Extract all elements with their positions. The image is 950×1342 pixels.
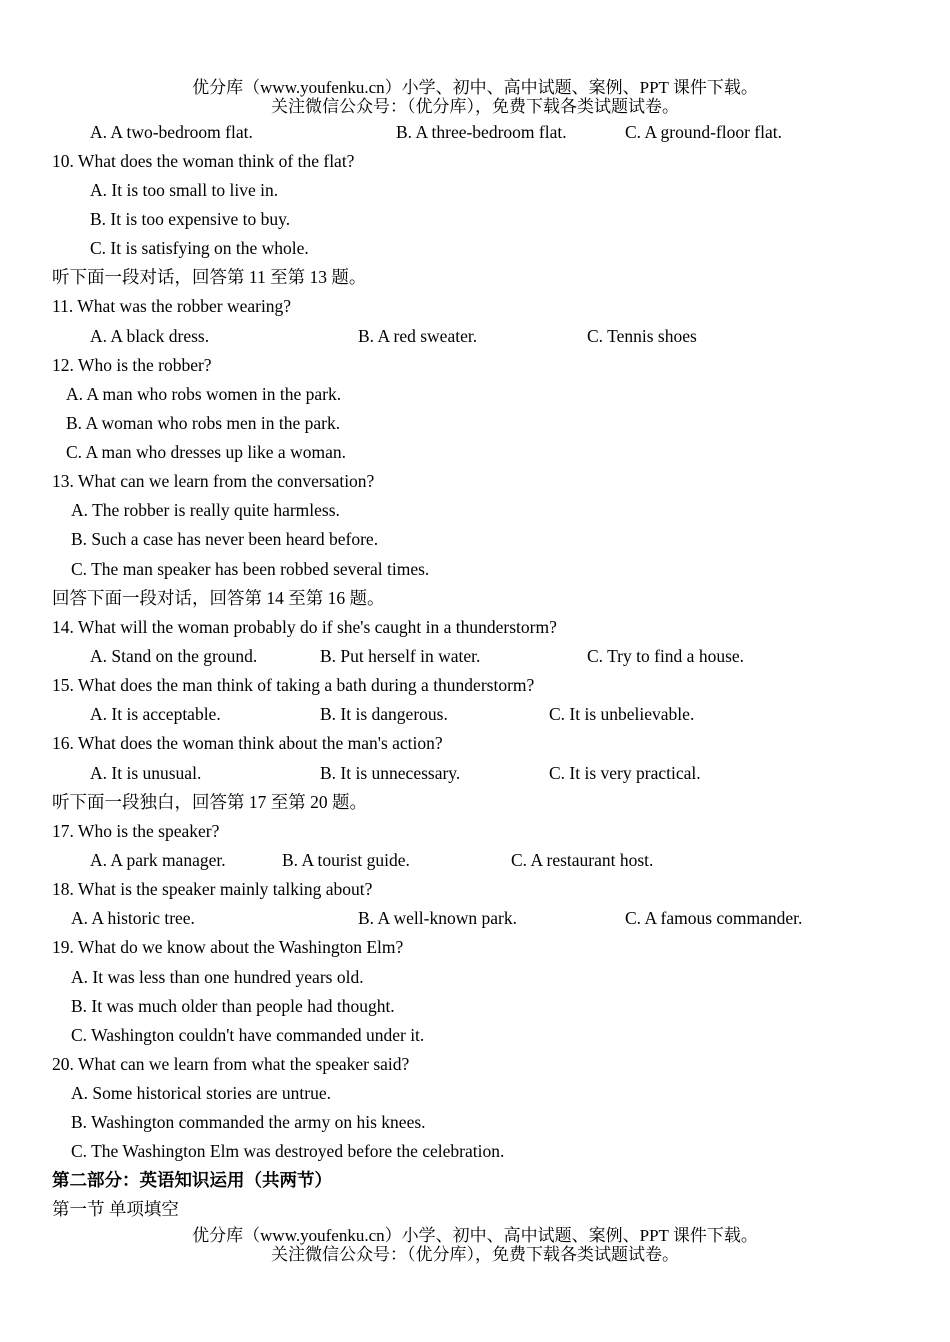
q20-option-c: C. The Washington Elm was destroyed before the celebration. — [71, 1141, 505, 1161]
q16-stem: 16. What does the woman think about the man's action? — [52, 733, 443, 753]
q13-stem: 13. What can we learn from the conversation? — [52, 471, 375, 491]
q10-stem: 10. What does the woman think of the flat? — [52, 151, 355, 171]
header-line-2: 关注微信公众号：（优分库），免费下载各类试题试卷。 — [271, 97, 679, 116]
q11-option-a: A. A black dress. — [90, 326, 210, 346]
q15-stem: 15. What does the man think of taking a bath during a thunderstorm? — [52, 675, 535, 695]
q10-option-c: C. It is satisfying on the whole. — [90, 238, 309, 258]
q20-stem: 20. What can we learn from what the speaker said? — [52, 1054, 410, 1074]
footer-line-2: 关注微信公众号：（优分库），免费下载各类试题试卷。 — [271, 1245, 679, 1264]
instruction-14-16: 回答下面一段对话，回答第 14 至第 16 题。 — [52, 588, 385, 608]
footer-line-1: 优分库（www.youfenku.cn）小学、初中、高中试题、案例、PPT 课件下载。 — [192, 1226, 758, 1245]
q17-option-a: A. A park manager. — [90, 850, 226, 870]
part2-section1: 第一节 单项填空 — [52, 1199, 179, 1219]
q13-option-b: B. Such a case has never been heard before. — [71, 529, 379, 549]
instruction-11-13: 听下面一段对话，回答第 11 至第 13 题。 — [52, 267, 367, 287]
q18-option-b: B. A well-known park. — [358, 908, 517, 928]
q17-stem: 17. Who is the speaker? — [52, 821, 220, 841]
q12-option-c: C. A man who dresses up like a woman. — [66, 442, 346, 462]
instruction-17-20: 听下面一段独白，回答第 17 至第 20 题。 — [52, 792, 367, 812]
q13-option-c: C. The man speaker has been robbed several times. — [71, 559, 430, 579]
q10-option-b: B. It is too expensive to buy. — [90, 209, 291, 229]
q15-option-c: C. It is unbelievable. — [549, 704, 695, 724]
q19-option-a: A. It was less than one hundred years old. — [71, 967, 364, 987]
q18-option-a: A. A historic tree. — [71, 908, 195, 928]
q14-option-b: B. Put herself in water. — [320, 646, 481, 666]
q12-option-a: A. A man who robs women in the park. — [66, 384, 342, 404]
q18-option-c: C. A famous commander. — [625, 908, 803, 928]
q15-option-b: B. It is dangerous. — [320, 704, 448, 724]
q16-option-b: B. It is unnecessary. — [320, 763, 461, 783]
q9-option-b: B. A three-bedroom flat. — [396, 122, 567, 142]
header-line-1: 优分库（www.youfenku.cn）小学、初中、高中试题、案例、PPT 课件下载。 — [192, 78, 758, 97]
q13-option-a: A. The robber is really quite harmless. — [71, 500, 340, 520]
q10-option-a: A. It is too small to live in. — [90, 180, 279, 200]
q17-option-c: C. A restaurant host. — [511, 850, 654, 870]
q9-option-a: A. A two-bedroom flat. — [90, 122, 253, 142]
part2-title: 第二部分：英语知识运用（共两节） — [52, 1170, 332, 1190]
q11-option-c: C. Tennis shoes — [587, 326, 697, 346]
q9-option-c: C. A ground-floor flat. — [625, 122, 782, 142]
q19-stem: 19. What do we know about the Washington Elm? — [52, 937, 404, 957]
q12-stem: 12. Who is the robber? — [52, 355, 212, 375]
q11-option-b: B. A red sweater. — [358, 326, 478, 346]
q16-option-c: C. It is very practical. — [549, 763, 701, 783]
q19-option-c: C. Washington couldn't have commanded under it. — [71, 1025, 425, 1045]
q19-option-b: B. It was much older than people had thought. — [71, 996, 395, 1016]
q14-option-a: A. Stand on the ground. — [90, 646, 258, 666]
q17-option-b: B. A tourist guide. — [282, 850, 410, 870]
q16-option-a: A. It is unusual. — [90, 763, 202, 783]
q20-option-b: B. Washington commanded the army on his knees. — [71, 1112, 426, 1132]
q14-option-c: C. Try to find a house. — [587, 646, 745, 666]
q12-option-b: B. A woman who robs men in the park. — [66, 413, 341, 433]
q18-stem: 18. What is the speaker mainly talking about? — [52, 879, 373, 899]
q20-option-a: A. Some historical stories are untrue. — [71, 1083, 332, 1103]
q14-stem: 14. What will the woman probably do if she's caught in a thunderstorm? — [52, 617, 557, 637]
q11-stem: 11. What was the robber wearing? — [52, 296, 292, 316]
q15-option-a: A. It is acceptable. — [90, 704, 221, 724]
